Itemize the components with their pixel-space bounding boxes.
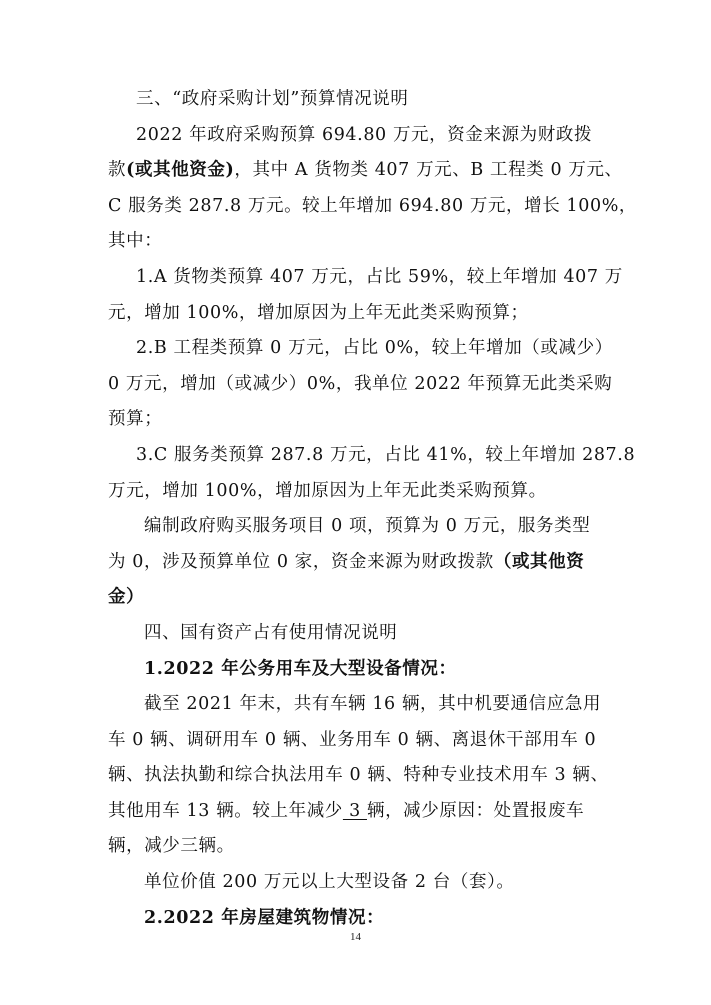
text-run: 辆，减少原因：处置报废车 xyxy=(366,800,585,821)
services-item xyxy=(108,438,636,509)
text-run: ，其中 A 货物类 407 万元、B 工程类 0 万元、 xyxy=(234,160,623,181)
paragraph-line: 辆、执法执勤和综合执法用车 0 辆、特种专业技术用车 3 辆、 xyxy=(108,765,609,786)
engineering-item xyxy=(108,331,613,438)
bold-text-run: （或其他资 xyxy=(493,551,585,572)
paragraph-line xyxy=(108,794,608,830)
paragraph-line: 2.B 工程类预算 0 万元，占比 0%，较上年增加（或减少） xyxy=(136,338,613,359)
paragraph-line: 辆，减少三辆。 xyxy=(108,836,235,857)
paragraph-line: 车 0 辆、调研用车 0 辆、业务用车 0 辆、离退休干部用车 0 xyxy=(108,729,597,750)
paragraph-line: 截至 2021 年末，共有车辆 16 辆，其中机要通信应急用 xyxy=(144,694,602,715)
document-body xyxy=(108,82,638,936)
goods-item xyxy=(108,260,623,331)
paragraph-line: 2022 年政府采购预算 694.80 万元，资金来源为财政拨 xyxy=(136,124,593,145)
procurement-budget-paragraph xyxy=(108,118,638,260)
vehicles-paragraph xyxy=(108,687,608,865)
paragraph-line: 金） xyxy=(108,587,145,608)
paragraph-line: 编制政府购买服务项目 0 项，预算为 0 万元，服务类型 xyxy=(144,516,591,537)
purchase-services-paragraph xyxy=(108,509,608,616)
subsection-2-heading: 2.2022 年房屋建筑物情况： xyxy=(144,907,385,928)
large-equipment-paragraph: 单位价值 200 万元以上大型设备 2 台（套）。 xyxy=(144,872,515,893)
paragraph-line xyxy=(108,545,608,581)
subsection-1-heading: 1.2022 年公务用车及大型设备情况： xyxy=(144,658,457,679)
underlined-value: 3 xyxy=(342,800,367,821)
text-run: 其他用车 13 辆。较上年减少 xyxy=(108,800,343,821)
paragraph-line xyxy=(108,153,623,189)
text-run: 为 0，涉及预算单位 0 家，资金来源为财政拨款 xyxy=(108,551,494,572)
bold-text-run: (或其他资金) xyxy=(126,160,235,181)
section-3-heading: 三、“政府采购计划”预算情况说明 xyxy=(136,89,409,109)
paragraph-line: 1.A 货物类预算 407 万元，占比 59%，较上年增加 407 万 xyxy=(136,266,623,287)
paragraph-line: 万元，增加 100%，增加原因为上年无此类采购预算。 xyxy=(108,480,547,501)
paragraph-line: 其中： xyxy=(108,231,163,252)
paragraph-line: 0 万元，增加（或减少）0%，我单位 2022 年预算无此类采购 xyxy=(108,373,613,394)
paragraph-line: 预算； xyxy=(108,409,163,430)
paragraph-line: 3.C 服务类预算 287.8 万元，占比 41%，较上年增加 287.8 xyxy=(136,444,636,465)
page-number: 14 xyxy=(350,931,361,943)
section-4-heading: 四、国有资产占有使用情况说明 xyxy=(144,622,398,643)
paragraph-line: 元，增加 100%，增加原因为上年无此类采购预算； xyxy=(108,302,529,323)
text-run: 款 xyxy=(108,160,127,181)
paragraph-line: C 服务类 287.8 万元。较上年增加 694.80 万元，增长 100%， xyxy=(108,195,638,216)
